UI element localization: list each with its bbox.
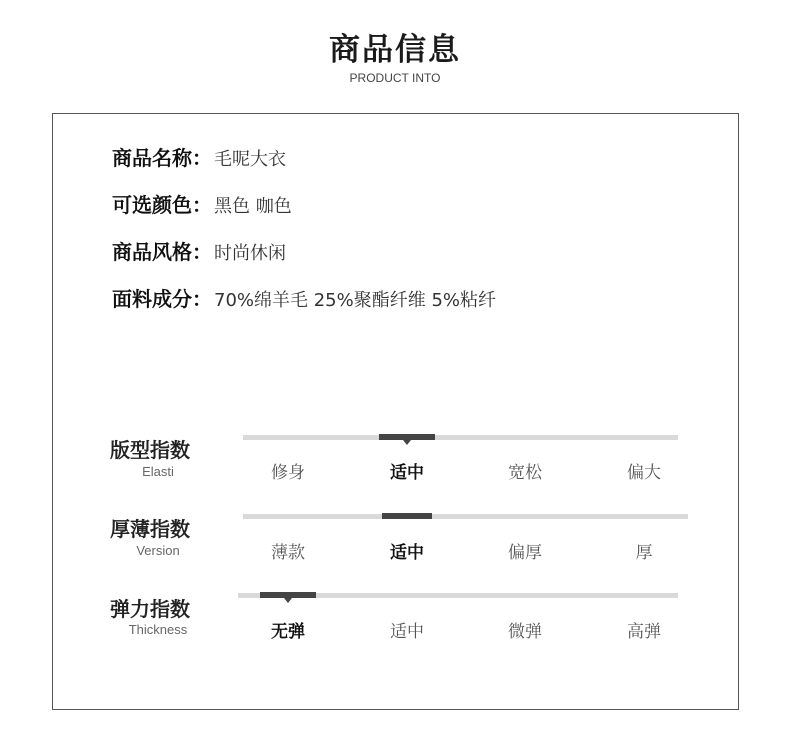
info-row-color [112, 189, 292, 219]
index-marker-thickness [382, 513, 432, 519]
page-subtitle: PRODUCT INTO [349, 71, 441, 85]
index-option-fit-3: 偏大 [627, 463, 661, 483]
info-label: 商品名称 [112, 146, 192, 170]
index-marker-tip-stretch [284, 598, 292, 603]
info-label: 面料成分 [112, 287, 192, 311]
info-value: 时尚休闲 [214, 243, 286, 264]
index-option-fit-0: 修身 [271, 463, 305, 483]
index-track-thickness [243, 514, 688, 519]
index-title-fit: 版型指数 [110, 438, 190, 462]
index-option-fit-2: 宽松 [508, 463, 542, 483]
info-label: 可选颜色 [112, 193, 192, 217]
index-option-stretch-0: 无弹 [271, 622, 305, 642]
info-value: 70%绵羊毛 25%聚酯纤维 5%粘纤 [214, 290, 497, 311]
index-option-stretch-2: 微弹 [508, 622, 542, 642]
index-title-thickness: 厚薄指数 [110, 517, 190, 541]
index-subtitle-thickness: Version [136, 543, 180, 558]
index-track-fit [243, 435, 678, 440]
info-colon: ： [192, 146, 212, 170]
index-option-thickness-0: 薄款 [271, 543, 305, 563]
index-option-thickness-2: 偏厚 [508, 543, 542, 563]
info-colon: ： [192, 193, 212, 217]
info-value: 毛呢大衣 [214, 149, 286, 170]
index-marker-tip-fit [403, 440, 411, 445]
index-option-stretch-3: 高弹 [627, 622, 661, 642]
info-row-fabric [112, 283, 496, 313]
info-row-name [112, 142, 286, 172]
info-colon: ： [192, 287, 212, 311]
info-row-style [112, 236, 286, 266]
page-title: 商品信息 [329, 32, 461, 68]
index-title-stretch: 弹力指数 [110, 597, 190, 621]
info-label: 商品风格 [112, 240, 192, 264]
index-subtitle-stretch: Thickness [128, 622, 188, 637]
index-option-thickness-1: 适中 [390, 543, 424, 563]
info-colon: ： [192, 240, 212, 264]
index-option-thickness-3: 厚 [635, 543, 653, 563]
info-value: 黑色 咖色 [214, 196, 292, 217]
index-option-fit-1: 适中 [390, 463, 424, 483]
index-subtitle-fit: Elasti [142, 464, 174, 479]
index-option-stretch-1: 适中 [390, 622, 424, 642]
